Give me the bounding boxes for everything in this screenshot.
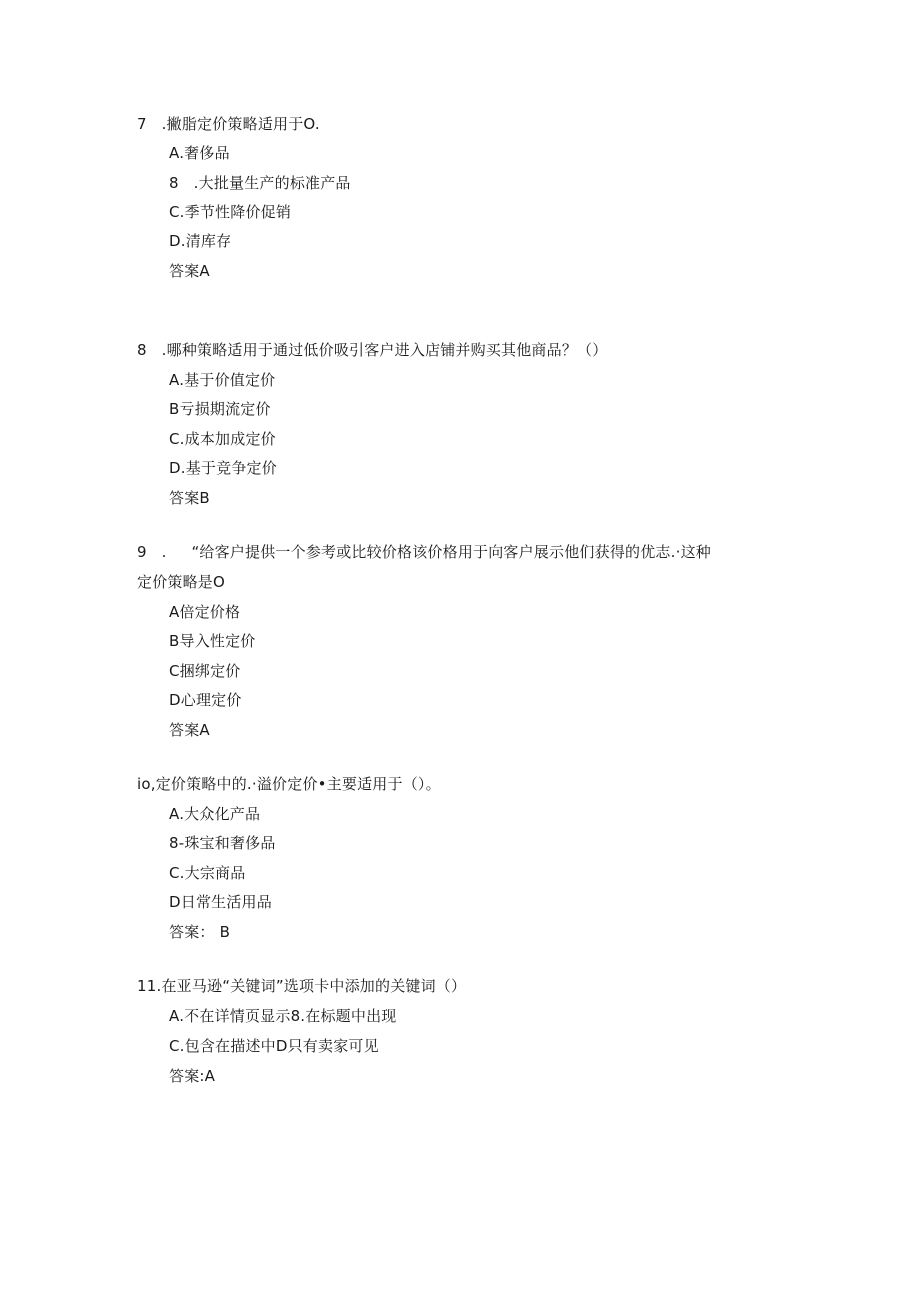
question-9-stem: 9 . “给客户提供一个参考或比较价格该价格用于向客户展示他们获得的优志.·这种 bbox=[137, 543, 711, 561]
question-11-options-ab: A.不在详情页显示8.在标题中出现 bbox=[169, 1007, 397, 1025]
question-8-answer: 答案B bbox=[169, 489, 210, 507]
question-9-option-b: B导入性定价 bbox=[169, 632, 256, 650]
question-11-stem: 11.在亚马逊“关键词”选项卡中添加的关键词（） bbox=[137, 977, 467, 995]
question-8-stem: 8 .哪种策略适用于通过低价吸引客户进入店铺并购买其他商品？（） bbox=[137, 341, 608, 359]
question-8-option-a: A.基于价值定价 bbox=[169, 371, 276, 389]
question-8-option-b: B亏损期流定价 bbox=[169, 400, 271, 418]
question-10-option-a: A.大众化产品 bbox=[169, 805, 261, 823]
question-7-option-a: A.奢侈品 bbox=[169, 144, 230, 162]
question-10-answer: 答案： B bbox=[169, 923, 231, 941]
question-11-answer: 答案:A bbox=[169, 1067, 216, 1085]
question-9-option-c: C捆绑定价 bbox=[169, 662, 241, 680]
question-9-option-d: D心理定价 bbox=[169, 691, 242, 709]
question-7-option-c: C.季节性降价促销 bbox=[169, 203, 292, 221]
question-9-answer: 答案A bbox=[169, 721, 210, 739]
question-7-stem: 7 .撇脂定价策略适用于O. bbox=[137, 115, 320, 133]
question-10-option-d: D日常生活用品 bbox=[169, 893, 272, 911]
question-10-option-c: C.大宗商品 bbox=[169, 864, 246, 882]
question-11-options-cd: C.包含在描述中D只有卖家可见 bbox=[169, 1037, 379, 1055]
question-7-option-d: D.清库存 bbox=[169, 232, 232, 250]
question-8-option-d: D.基于竞争定价 bbox=[169, 459, 277, 477]
question-10-option-b: 8-珠宝和奢侈品 bbox=[169, 834, 276, 852]
question-9-stem-continued: 定价策略是O bbox=[137, 573, 226, 591]
question-7-answer: 答案A bbox=[169, 262, 210, 280]
question-10-stem: io,定价策略中的.·溢价定价•主要适用于（）。 bbox=[137, 775, 441, 793]
question-8-option-c: C.成本加成定价 bbox=[169, 430, 276, 448]
question-7-option-b: 8 .大批量生产的标准产品 bbox=[169, 174, 351, 192]
question-9-option-a: A倍定价格 bbox=[169, 603, 241, 621]
